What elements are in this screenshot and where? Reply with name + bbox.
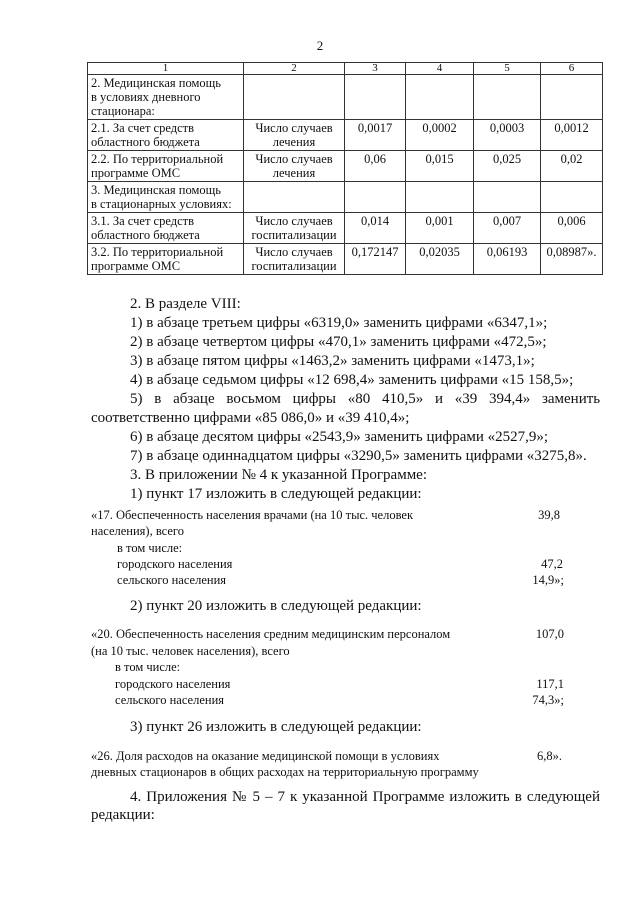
table-cell-line: лечения [272, 135, 316, 149]
table-row [88, 120, 603, 151]
table-cell-indicator [88, 151, 244, 182]
table-cell-line: Число случаев [255, 152, 333, 166]
word: указанной [302, 789, 368, 805]
point-17-rural-value: 14,9»; [532, 573, 564, 587]
table-cell-unit [244, 213, 345, 244]
table-cell-line: 3. Медицинская помощь [91, 183, 221, 197]
point-26-line2: дневных стационаров в общих расходах на территориальную программу [91, 765, 479, 779]
table-cell-line: 3.1. За счет средств [91, 214, 194, 228]
indicators-table [87, 62, 603, 275]
table-cell-line: госпитализации [251, 259, 337, 273]
table-cell-unit [244, 120, 345, 151]
table-cell-value: 0,02035 [406, 244, 474, 275]
table-row [88, 182, 603, 213]
word: восьмом [226, 391, 281, 407]
section-2-item-5 [130, 391, 600, 408]
point-20-line1: «20. Обеспеченность населения средним медицинским персоналом [91, 627, 451, 641]
point-26-value: 6,8». [537, 749, 562, 763]
word: Программе [372, 789, 445, 805]
table-cell-indicator [88, 120, 244, 151]
point-20-rural-label: сельского населения [115, 693, 225, 707]
table-cell-line: областного бюджета [91, 135, 200, 149]
table-header-cell: 5 [474, 63, 541, 75]
table-cell-line: программе ОМС [91, 166, 181, 180]
section-2-item: 4) в абзаце седьмом цифры «12 698,4» заменить цифрами «15 158,5»; [130, 372, 574, 388]
point-17-urban-label: городского населения [117, 557, 233, 571]
word: и [434, 391, 443, 407]
table-cell-unit [244, 182, 345, 213]
table-cell-value: 0,0003 [474, 120, 541, 151]
table-row [88, 244, 603, 275]
table-header-cell: 2 [244, 63, 345, 75]
table-cell-value [541, 75, 603, 120]
word: абзаце [173, 391, 215, 407]
section-2-item-5-continuation: соответственно цифрами «85 086,0» и «39 410,4»; [91, 410, 410, 426]
word: «80 410,5» [347, 391, 424, 407]
table-cell-line: областного бюджета [91, 228, 200, 242]
point-26-line1: «26. Доля расходов на оказание медицинской помощи в условиях [91, 749, 440, 763]
point-20-total: 107,0 [535, 627, 564, 641]
word: в [514, 789, 522, 805]
table-cell-line: стационара: [91, 104, 155, 118]
table-cell-unit [244, 244, 345, 275]
table-cell-line: программе ОМС [91, 259, 181, 273]
table-cell-value: 0,0012 [541, 120, 603, 151]
table-header-row [88, 63, 603, 75]
table-cell-value: 0,0017 [345, 120, 406, 151]
table-row [88, 151, 603, 182]
section-2-item: 6) в абзаце десятом цифры «2543,9» заменить цифрами «2527,9»; [130, 429, 549, 445]
table-cell-indicator [88, 182, 244, 213]
table-cell-unit [244, 75, 345, 120]
word: 4. [130, 789, 142, 805]
table-cell-line: лечения [272, 166, 316, 180]
table-cell-value [406, 182, 474, 213]
table-cell-line: 2.1. За счет средств [91, 121, 194, 135]
point-20-incl: в том числе: [115, 660, 181, 674]
table-cell-value: 0,006 [541, 213, 603, 244]
word: изложить [449, 789, 510, 805]
table-cell-value: 0,015 [406, 151, 474, 182]
word: к [289, 789, 298, 805]
table-cell-value [345, 182, 406, 213]
word: 5 – 7 [252, 789, 285, 805]
table-header-cell: 6 [541, 63, 603, 75]
table-cell-value: 0,025 [474, 151, 541, 182]
section-2-item: 1) в абзаце третьем цифры «6319,0» заменить цифрами «6347,1»; [130, 315, 548, 331]
point-17-incl: в том числе: [117, 541, 183, 555]
point-26-instruction: 3) пункт 26 изложить в следующей редакции: [130, 719, 422, 735]
section-2-item: 3) в абзаце пятом цифры «1463,2» заменить цифрами «1473,1»; [130, 353, 535, 369]
table-header-cell: 3 [345, 63, 406, 75]
point-20-instruction: 2) пункт 20 изложить в следующей редакции: [130, 598, 422, 614]
table-cell-value: 0,08987». [541, 244, 603, 275]
word: заменить [541, 391, 601, 407]
table-cell-line: Число случаев [255, 245, 333, 259]
point-17-urban-value: 47,2 [541, 557, 563, 571]
table-cell-indicator [88, 244, 244, 275]
word: в [154, 391, 162, 407]
section-4-continuation: редакции: [91, 807, 155, 823]
table-cell-indicator [88, 75, 244, 120]
section-2-heading: 2. В разделе VIII: [130, 296, 241, 312]
table-cell-value: 0,06193 [474, 244, 541, 275]
point-20-urban-label: городского населения [115, 677, 231, 691]
word: 5) [130, 391, 143, 407]
point-20-line2: (на 10 тыс. человек населения), всего [91, 644, 290, 658]
table-cell-value [474, 75, 541, 120]
word: Приложения [146, 789, 227, 805]
table-cell-line: 2. Медицинская помощь [91, 76, 221, 90]
point-17-line2: населения), всего [91, 524, 184, 538]
table-cell-value: 0,172147 [345, 244, 406, 275]
table-cell-value: 0,06 [345, 151, 406, 182]
table-cell-value: 0,001 [406, 213, 474, 244]
table-cell-value: 0,007 [474, 213, 541, 244]
point-17-line1: «17. Обеспеченность населения врачами (на 10 тыс. человек [91, 508, 414, 522]
table-cell-line: в стационарных условиях: [91, 197, 232, 211]
word: «39 394,4» [454, 391, 531, 407]
point-20-rural-value: 74,3»; [532, 693, 564, 707]
table-cell-value [474, 182, 541, 213]
point-17-instruction: 1) пункт 17 изложить в следующей редакции: [130, 486, 422, 502]
table-cell-value [406, 75, 474, 120]
table-cell-line: 2.2. По территориальной [91, 152, 224, 166]
table-cell-indicator [88, 213, 244, 244]
table-cell-value [345, 75, 406, 120]
section-2-item: 7) в абзаце одиннадцатом цифры «3290,5» заменить цифрами «3275,8». [130, 448, 587, 464]
table-cell-line: госпитализации [251, 228, 337, 242]
point-17-rural-label: сельского населения [117, 573, 227, 587]
table-cell-line: 3.2. По территориальной [91, 245, 224, 259]
table-cell-line: Число случаев [255, 121, 333, 135]
section-3-heading: 3. В приложении № 4 к указанной Программе: [130, 467, 428, 483]
table-cell-value: 0,02 [541, 151, 603, 182]
table-header-cell: 1 [88, 63, 244, 75]
table-cell-line: Число случаев [255, 214, 333, 228]
table-cell-line: в условиях дневного [91, 90, 201, 104]
table-header-cell: 4 [406, 63, 474, 75]
section-4-line1 [130, 789, 600, 806]
point-20-urban-value: 117,1 [536, 677, 564, 691]
table-cell-unit [244, 151, 345, 182]
word: следующей [526, 789, 600, 805]
section-2-item: 2) в абзаце четвертом цифры «470,1» заменить цифрами «472,5»; [130, 334, 547, 350]
point-17-total: 39,8 [538, 508, 560, 522]
table-row [88, 75, 603, 120]
word: № [231, 789, 248, 805]
table-cell-value: 0,0002 [406, 120, 474, 151]
page-number: 2 [316, 38, 324, 53]
table-cell-value: 0,014 [345, 213, 406, 244]
word: цифры [292, 391, 337, 407]
table-cell-value [541, 182, 603, 213]
table-row [88, 213, 603, 244]
